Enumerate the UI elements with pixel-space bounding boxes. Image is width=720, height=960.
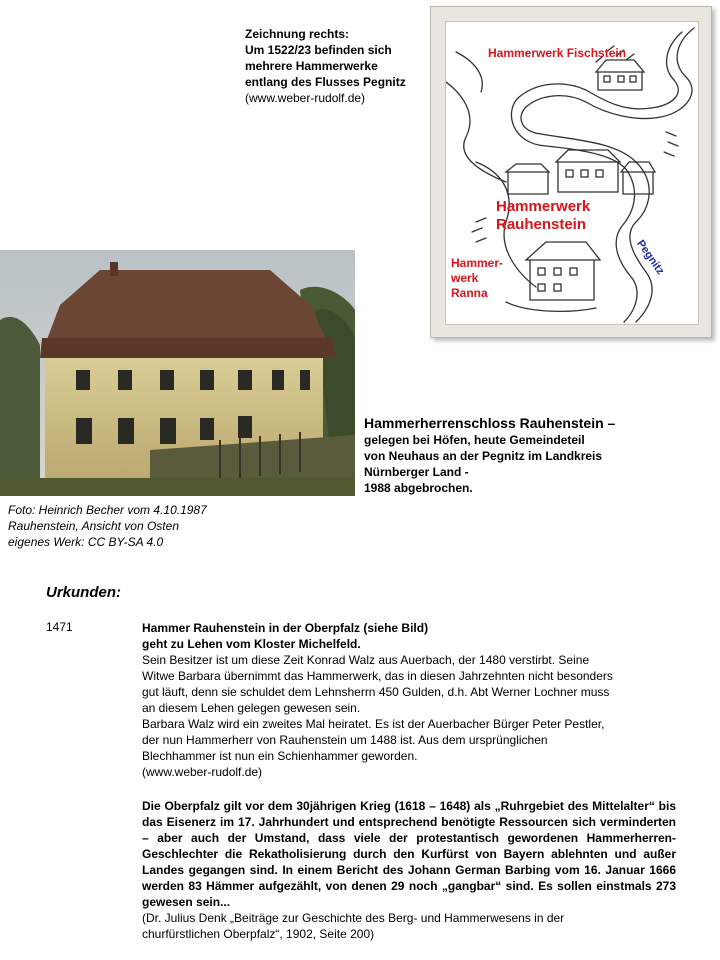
map-label-river: Pegnitz (634, 238, 667, 277)
castle-description-line: von Neuhaus an der Pegnitz im Landkreis (364, 449, 603, 463)
castle-title: Hammerherrenschloss Rauhenstein – (364, 415, 616, 431)
entry-line: Barbara Walz wird ein zweites Mal heiratet. Es ist der Auerbacher Bürger Peter Pestler, (142, 717, 605, 731)
castle-description-line: 1988 abgebrochen. (364, 481, 473, 495)
map-drawing (445, 21, 699, 325)
drawing-caption (245, 26, 406, 106)
map-label-line: Hammerwerk (496, 198, 591, 215)
castle-photo-image (0, 250, 355, 496)
entry-line: an diesem Lehen gelegen gewesen sein. (142, 701, 361, 715)
entry-line: Sein Besitzer ist um diese Zeit Konrad Walz aus Auerbach, der 1480 verstirbt. Seine (142, 653, 590, 667)
castle-photo (0, 250, 355, 496)
entry-bold-line: geht zu Lehen vom Kloster Michelfeld. (142, 637, 361, 651)
photo-caption-line: Rauhenstein, Ansicht von Osten (8, 519, 179, 533)
entry-bold-line: Hammer Rauhenstein in der Oberpfalz (siehe Bild) (142, 621, 429, 635)
entry-year: 1471 (46, 620, 73, 634)
photo-caption-line: Foto: Heinrich Becher vom 4.10.1987 (8, 503, 207, 517)
map-label-line: Rauhenstein (496, 216, 587, 233)
entry-line: Witwe Barbara übernimmt das Hammerwerk, das in diesen Jahrzehnten nicht besonders (142, 669, 613, 683)
castle-description-line: Nürnberger Land - (364, 465, 469, 479)
map-label-line: werk (451, 271, 479, 285)
castle-description-line: gelegen bei Höfen, heute Gemeindeteil (364, 433, 585, 447)
map-label-fischstein: Hammerwerk Fischstein (488, 46, 627, 60)
drawing-caption-line: Um 1522/23 befinden sich (245, 43, 392, 57)
entry-line: Blechhammer ist nun ein Schienhammer geworden. (142, 749, 418, 763)
map-frame (430, 6, 712, 338)
photo-caption-line: eigenes Werk: CC BY-SA 4.0 (8, 535, 164, 549)
castle-description (364, 414, 615, 496)
map-label-line: Hammer- (451, 256, 504, 270)
map-label-ranna (451, 256, 503, 301)
entry-source: (www.weber-rudolf.de) (142, 765, 263, 779)
entry-text (142, 620, 676, 942)
map-label-rauhenstein (496, 198, 590, 234)
entry-line: gut läuft, denn sie schuldet dem Lehnsherrn 450 Gulden, d.h. Abt Werner Lochner muss (142, 685, 610, 699)
drawing-caption-line: mehrere Hammerwerke (245, 59, 378, 73)
history-source-line: (Dr. Julius Denk „Beiträge zur Geschichte des Berg- und Hammerwesens in der (142, 911, 565, 925)
drawing-caption-source: (www.weber-rudolf.de) (245, 91, 366, 105)
drawing-caption-line: Zeichnung rechts: (245, 27, 350, 41)
history-paragraph: Die Oberpfalz gilt vor dem 30jährigen Krieg (1618 – 1648) als „Ruhrgebiet des Mittelalter“ bis das Eisenerz im 17. Jahrhundert und entsprechend benötigte Ressourcen sich verminderten – aber auch der Umstand, dass viele der protestantisch gewordenen Hammerherren-Geschlechter die Rekatholisierung durch den Kurfürst von Bayern ablehnten und außer Landes gegangen sind. In einem Bericht des Johann German Barbing vom 16. Januar 1666 werden 83 Hämmer aufgezählt, von denen 29 noch „gangbar“ sind. Es sollen einstmals 273 gewesen sein... (142, 799, 676, 909)
history-source-line: churfürstlichen Oberpfalz“, 1902, Seite 200) (142, 927, 375, 941)
drawing-caption-line: entlang des Flusses Pegnitz (245, 75, 406, 89)
photo-caption (8, 502, 207, 550)
section-heading: Urkunden: (46, 584, 121, 601)
map-label-line: Ranna (451, 286, 488, 300)
entry-line: der nun Hammerherr von Rauhenstein um 1488 ist. Aus dem ursprünglichen (142, 733, 548, 747)
